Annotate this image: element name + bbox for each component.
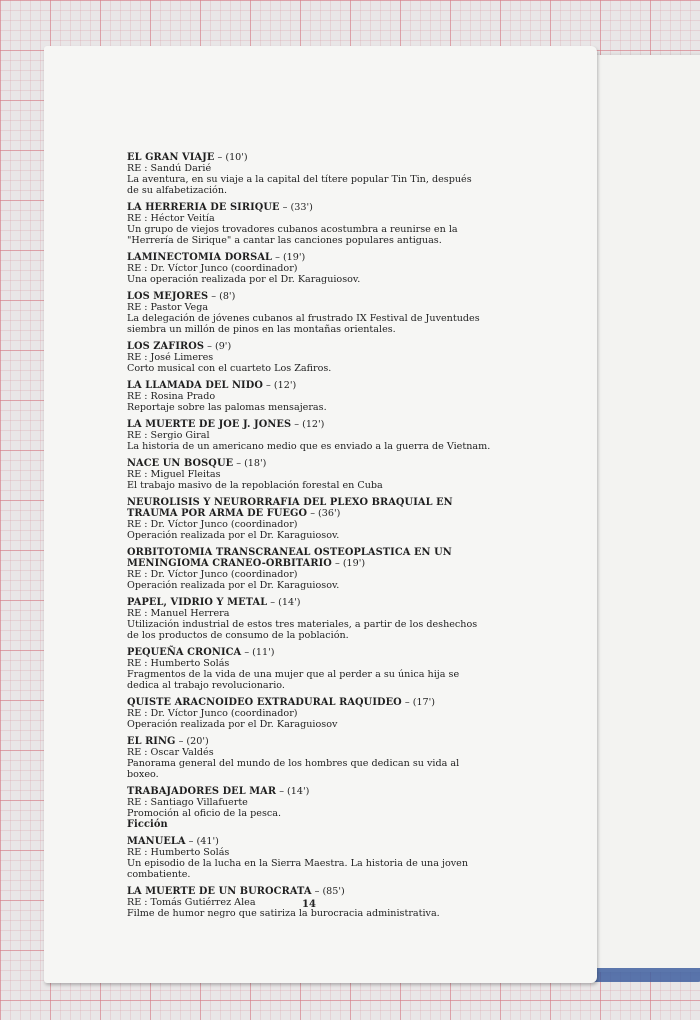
film-duration: – (41') (185, 836, 219, 847)
film-description-line: Promoción al oficio de la pesca. (127, 808, 282, 819)
film-description-line: "Herrería de Sirique" a cantar las canciones populares antiguas. (127, 235, 442, 246)
film-description-line: Utilización industrial de estos tres materiales, a partir de los deshechos (127, 619, 478, 630)
film-duration: – (36') (307, 508, 341, 519)
film-entry (127, 252, 493, 285)
film-director: RE : Humberto Solás (127, 847, 230, 858)
film-description-line: de los productos de consumo de la población. (127, 630, 349, 641)
film-heading (127, 341, 493, 352)
film-description-line: Fragmentos de la vida de una mujer que al perder a su única hija se (127, 669, 460, 680)
film-entry (127, 202, 493, 246)
film-duration: – (8') (208, 291, 236, 302)
film-title: NACE UN BOSQUE (127, 458, 234, 469)
film-entry (127, 152, 493, 196)
film-description-line: Reportaje sobre las palomas mensajeras. (127, 402, 327, 413)
film-description-line: Operación realizada por el Dr. Karaguiosov. (127, 580, 340, 591)
film-description-line: combatiente. (127, 869, 191, 880)
film-description-line: Un episodio de la lucha en la Sierra Maestra. La historia de una joven (127, 858, 469, 869)
film-entry (127, 380, 493, 413)
film-heading (127, 152, 493, 163)
page-number: 14 (302, 899, 316, 910)
film-description-line: La historia de un americano medio que es enviado a la guerra de Vietnam. (127, 441, 491, 452)
film-heading (127, 497, 493, 519)
film-heading (127, 836, 493, 847)
film-genre: Ficción (127, 819, 168, 830)
film-description-line: dedica al trabajo revolucionario. (127, 680, 285, 691)
film-entry (127, 836, 493, 880)
film-heading (127, 647, 493, 658)
film-director: RE : Manuel Herrera (127, 608, 230, 619)
film-entry (127, 736, 493, 780)
film-title: PEQUEÑA CRONICA (127, 647, 242, 658)
film-entry (127, 786, 493, 830)
film-title: QUISTE ARACNOIDEO EXTRADURAL RAQUIDEO (127, 697, 402, 708)
film-entry (127, 458, 493, 491)
film-title: LA HERRERIA DE SIRIQUE (127, 202, 280, 213)
film-duration: – (19') (331, 558, 366, 569)
film-title: EL GRAN VIAJE (127, 152, 215, 163)
film-duration: – (18') (233, 458, 267, 469)
film-title: TRABAJADORES DEL MAR (127, 786, 277, 797)
film-director: RE : José Limeres (127, 352, 214, 363)
film-duration: – (85') (311, 886, 345, 897)
film-title: LOS MEJORES (127, 291, 209, 302)
film-heading (127, 736, 493, 747)
film-entry (127, 497, 493, 541)
adjacent-page (597, 55, 700, 972)
film-title: LOS ZAFIROS (127, 341, 205, 352)
film-director: RE : Tomás Gutiérrez Alea (127, 897, 256, 908)
film-description-line: Operación realizada por el Dr. Karaguiosov. (127, 530, 340, 541)
film-heading (127, 252, 493, 263)
film-title: LAMINECTOMIA DORSAL (127, 252, 273, 263)
film-title: ORBITOTOMIA TRANSCRANEAL OSTEOPLASTICA EN UN MENINGIOMA CRANEO-ORBITARIO (127, 547, 452, 569)
film-director: RE : Dr. Víctor Junco (coordinador) (127, 519, 298, 530)
film-entry (127, 419, 493, 452)
film-duration: – (12') (291, 419, 325, 430)
film-duration: – (10') (214, 152, 248, 163)
film-heading (127, 419, 493, 430)
film-director: RE : Sergio Giral (127, 430, 210, 441)
film-entry (127, 341, 493, 374)
film-description-line: La aventura, en su viaje a la capital del títere popular Tin Tin, después (127, 174, 472, 185)
film-title: EL RING (127, 736, 176, 747)
film-description-line: El trabajo masivo de la repoblación forestal en Cuba (127, 480, 383, 491)
film-entry (127, 597, 493, 641)
film-title: LA MUERTE DE JOE J. JONES (127, 419, 292, 430)
film-director: RE : Humberto Solás (127, 658, 230, 669)
film-heading (127, 458, 493, 469)
film-director: RE : Dr. Víctor Junco (coordinador) (127, 708, 298, 719)
film-director: RE : Dr. Víctor Junco (coordinador) (127, 569, 298, 580)
film-entry (127, 647, 493, 691)
film-duration: – (14') (267, 597, 301, 608)
film-title: LA LLAMADA DEL NIDO (127, 380, 263, 391)
film-director: RE : Rosina Prado (127, 391, 216, 402)
film-director: RE : Sandú Darié (127, 163, 212, 174)
film-title: LA MUERTE DE UN BUROCRATA (127, 886, 312, 897)
film-heading (127, 886, 493, 897)
film-duration: – (12') (262, 380, 297, 391)
film-heading (127, 597, 493, 608)
film-description-line: Un grupo de viejos trovadores cubanos acostumbra a reunirse en la (127, 224, 458, 235)
film-director: RE : Miguel Fleitas (127, 469, 221, 480)
film-description-line: Operación realizada por el Dr. Karaguiosov (127, 719, 338, 730)
film-description-line: de su alfabetización. (127, 185, 228, 196)
film-title: PAPEL, VIDRIO Y METAL (127, 597, 268, 608)
film-duration: – (11') (241, 647, 275, 658)
film-heading (127, 202, 493, 213)
film-heading (127, 380, 493, 391)
film-entry (127, 291, 493, 335)
film-heading (127, 547, 493, 569)
film-duration: – (9') (204, 341, 232, 352)
film-title: MANUELA (127, 836, 186, 847)
film-title: NEUROLISIS Y NEURORRAFIA DEL PLEXO BRAQUIAL EN TRAUMA POR ARMA DE FUEGO (127, 497, 453, 519)
film-director: RE : Santiago Villafuerte (127, 797, 248, 808)
film-description-line: Una operación realizada por el Dr. Karaguiosov. (127, 274, 361, 285)
film-heading (127, 697, 493, 708)
film-duration: – (20') (175, 736, 209, 747)
film-duration: – (19') (272, 252, 306, 263)
film-duration: – (33') (279, 202, 313, 213)
film-description-line: Filme de humor negro que satiriza la burocracia administrativa. (127, 908, 440, 919)
film-heading (127, 786, 493, 797)
film-description-line: Corto musical con el cuarteto Los Zafiros. (127, 363, 332, 374)
film-description-line: siembra un millón de pinos en las montañas orientales. (127, 324, 396, 335)
film-director: RE : Héctor Veitía (127, 213, 215, 224)
film-list (127, 152, 493, 925)
film-director: RE : Oscar Valdés (127, 747, 214, 758)
film-description-line: Panorama general del mundo de los hombres que dedican su vida al (127, 758, 460, 769)
film-director: RE : Dr. Víctor Junco (coordinador) (127, 263, 298, 274)
film-description-line: boxeo. (127, 769, 159, 780)
film-director: RE : Pastor Vega (127, 302, 209, 313)
film-heading (127, 291, 493, 302)
film-duration: – (14') (276, 786, 310, 797)
film-entry (127, 697, 493, 730)
film-duration: – (17') (401, 697, 436, 708)
film-description-line: La delegación de jóvenes cubanos al frustrado IX Festival de Juventudes (127, 313, 480, 324)
film-entry (127, 547, 493, 591)
